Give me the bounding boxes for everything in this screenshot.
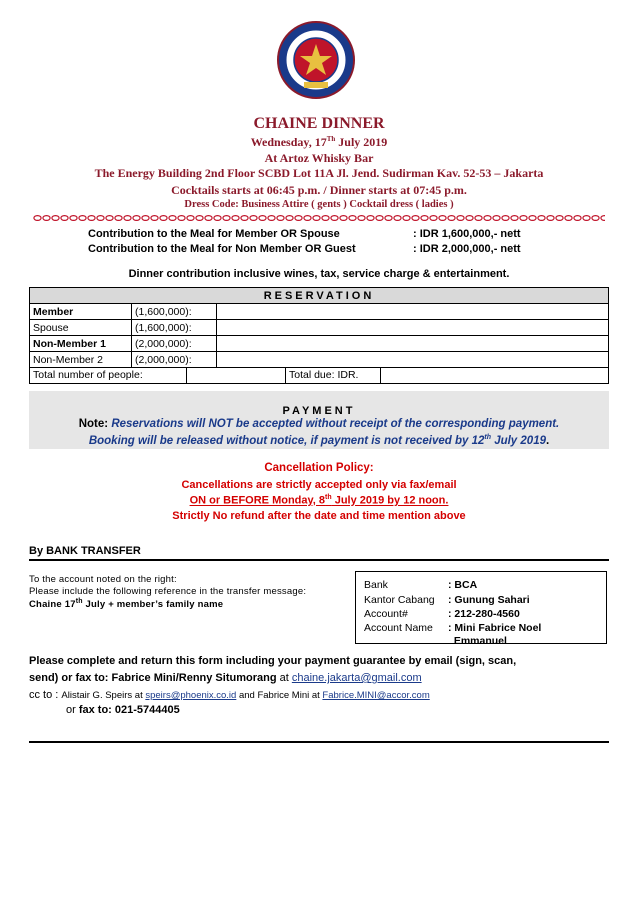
cancellation-line1: Cancellations are strictly accepted only via fax/email [181,479,457,491]
bank-label: Bank [364,579,388,591]
event-title: CHAINE DINNER [253,115,385,132]
cc-line: cc to : Alistair G. Speirs at speirs@phoenix.co.id and Fabrice Mini at Fabrice.MINI@accor.com [29,689,430,701]
row-price: (2,000,000): [132,352,217,368]
divider [29,559,609,561]
total-people-label: Total number of people: [30,368,187,383]
speirs-email-link[interactable]: speirs@phoenix.co.id [145,690,237,701]
fax-line: or fax to: 021-5744405 [66,704,180,716]
account-number-value: : 212-280-4560 [448,608,520,620]
account-instruction-2: Please include the following reference in the transfer message: [29,586,307,597]
account-name-label: Account Name [364,622,433,634]
divider [29,741,609,743]
email-link[interactable]: chaine.jakarta@gmail.com [291,672,422,684]
payment-heading: PAYMENT [282,405,356,417]
account-instruction-1: To the account noted on the right: [29,574,177,585]
member-contribution-value: : IDR 1,600,000,- nett [413,228,521,240]
row-label-non-member-2: Non-Member 2 [30,352,132,368]
transfer-reference: Chaine 17th July + member’s family name [29,598,224,611]
table-row [30,304,609,320]
table-row [30,352,609,368]
table-row [30,320,609,336]
event-venue: At Artoz Whisky Bar [264,151,374,165]
total-due-label: Total due: IDR. [286,368,381,383]
return-instruction-line2: send) or fax to: Fabrice Mini/Renny Situmorang at chaine.jakarta@gmail.com [29,672,422,684]
row-price: (1,600,000): [132,320,217,336]
branch-label: Kantor Cabang [364,594,435,606]
guest-contribution-value: : IDR 2,000,000,- nett [413,243,521,255]
account-number-label: Account# [364,608,408,620]
non-member-2-name-input[interactable] [217,352,609,368]
payment-note-line1: Note: Reservations will NOT be accepted without receipt of the corresponding payment. [78,418,560,430]
fabrice-email-link[interactable]: Fabrice.MINI@accor.com [322,690,430,701]
chain-divider [33,214,605,222]
dress-code: Dress Code: Business Attire ( gents ) Cocktail dress ( ladies ) [184,199,454,210]
contribution-inclusive: Dinner contribution inclusive wines, tax, service charge & entertainment. [128,268,510,280]
member-name-input[interactable] [217,304,609,320]
reservation-heading: RESERVATION [30,288,609,304]
row-label-member: Member [30,304,132,320]
row-label-non-member-1: Non-Member 1 [30,336,132,352]
reservation-table [29,287,609,384]
total-people-input[interactable] [187,368,286,383]
branch-value: : Gunung Sahari [448,594,530,606]
member-contribution-label: Contribution to the Meal for Member OR Spouse [88,228,340,240]
table-row [30,336,609,352]
account-name-value: : Mini Fabrice Noel [448,622,542,634]
account-name-value-cont: Emmanuel [448,635,507,647]
payment-note-line2: Booking will be released without notice, if payment is not received by 12th July 2019. [88,434,550,447]
cancellation-title: Cancellation Policy: [264,462,374,474]
bank-transfer-heading: By BANK TRANSFER [29,545,141,557]
return-instruction-line1: Please complete and return this form including your payment guarantee by email (sign, scan, [29,655,517,667]
row-label-spouse: Spouse [30,320,132,336]
total-due-input[interactable] [381,368,608,383]
chaine-logo-icon [276,20,356,100]
row-price: (2,000,000): [132,336,217,352]
spouse-name-input[interactable] [217,320,609,336]
bank-value: : BCA [448,579,478,591]
cancellation-line3: Strictly No refund after the date and time mention above [172,510,466,522]
event-times: Cocktails starts at 06:45 p.m. / Dinner starts at 07:45 p.m. [171,183,467,197]
non-member-1-name-input[interactable] [217,336,609,352]
guest-contribution-label: Contribution to the Meal for Non Member OR Guest [88,243,356,255]
table-row [30,368,609,384]
event-address: The Energy Building 2nd Floor SCBD Lot 11A Jl. Jend. Sudirman Kav. 52-53 – Jakarta [94,166,544,180]
cancellation-line2: ON or BEFORE Monday, 8th July 2019 by 12 noon. [189,494,449,507]
row-price: (1,600,000): [132,304,217,320]
event-date: Wednesday, 17Th July 2019 [250,135,388,149]
